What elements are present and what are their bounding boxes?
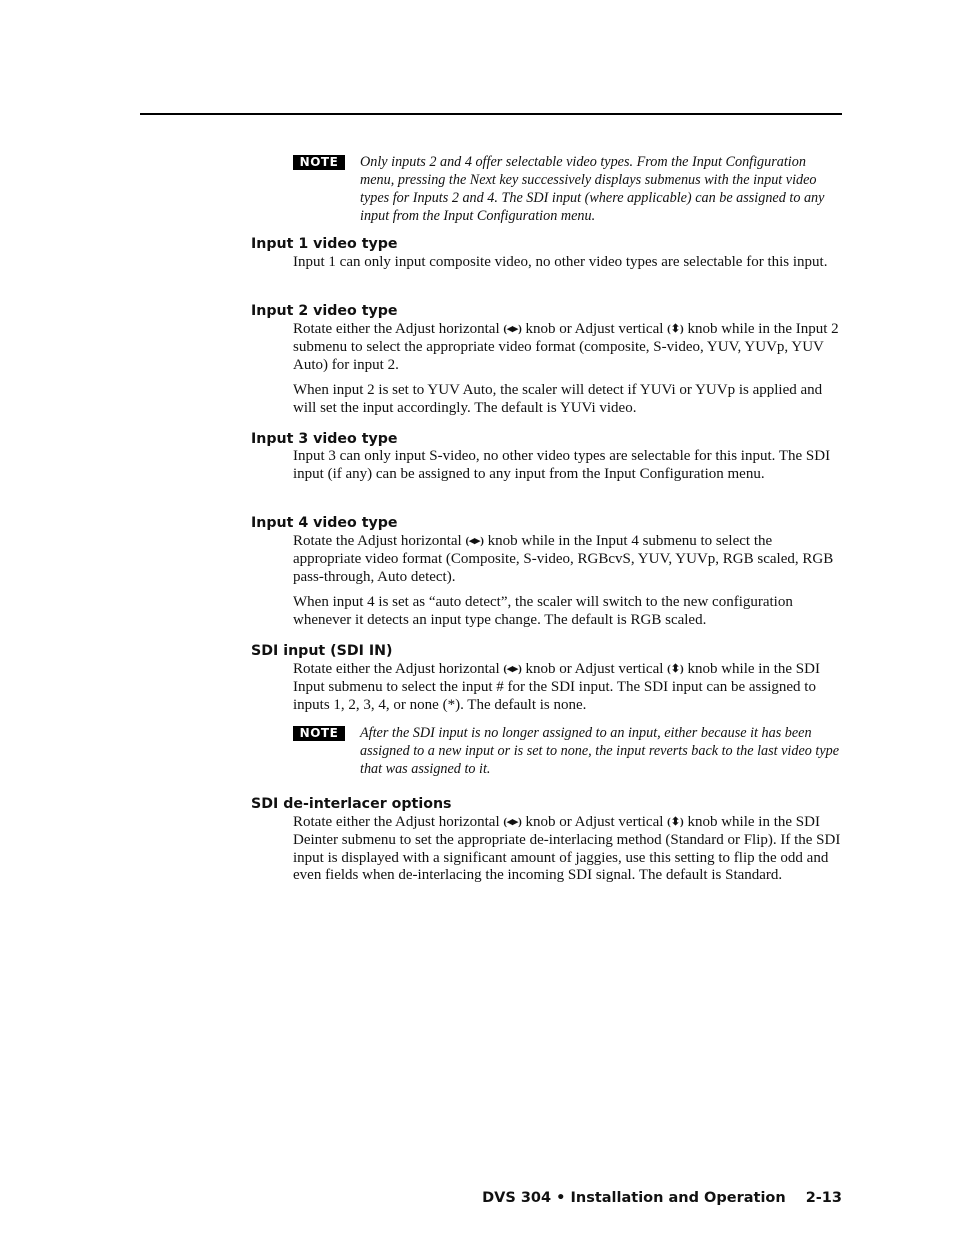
page-number: 2-13 — [805, 1190, 842, 1206]
vertical-knob-icon: (⬍) — [667, 663, 684, 675]
note-badge: NOTE — [293, 155, 345, 170]
note-text: Only inputs 2 and 4 offer selectable video types. From the Input Configuration menu, pressing the Next key successively displays submenus with the input video types for Inputs 2 and 4. The SDI input (where applicable) can be assigned to any input from the Input Configuration menu. — [360, 154, 825, 224]
paragraph: Input 1 can only input composite video, no other video types are selectable for this input. — [293, 254, 828, 270]
vertical-knob-icon: (⬍) — [667, 816, 684, 828]
note-block — [293, 153, 841, 225]
footer-title: DVS 304 • Installation and Operation — [482, 1190, 786, 1206]
paragraph: Input 3 can only input S-video, no other video types are selectable for this input. The SDI input (if any) can be assigned to any input from the Input Configuration menu. — [293, 448, 831, 482]
section-heading: Input 2 video type — [251, 303, 398, 319]
section-heading: Input 3 video type — [251, 431, 398, 447]
horizontal-knob-icon: (◂▸) — [503, 663, 522, 675]
section-input-1 — [251, 235, 843, 280]
note-block — [293, 724, 841, 778]
vertical-knob-icon: (⬍) — [667, 323, 684, 335]
paragraph: Rotate either the Adjust horizontal (◂▸) knob or Adjust vertical (⬍) knob while in the SDI Input submenu to select the input # for the SDI input. The SDI input can be assigned to inputs 1, 2, 3, 4, or none (*). The default is none. — [293, 661, 820, 713]
section-heading: Input 1 video type — [251, 236, 398, 252]
section-heading: Input 4 video type — [251, 515, 398, 531]
note-text: After the SDI input is no longer assigned to an input, either because it has been assigned to a new input or is set to none, the input reverts back to the last video type that was assigned to it. — [360, 725, 840, 777]
horizontal-knob-icon: (◂▸) — [503, 816, 522, 828]
paragraph: Rotate either the Adjust horizontal (◂▸) knob or Adjust vertical (⬍) knob while in the Input 2 submenu to select the appropriate video format (composite, S-video, YUV, YUVp, YUV Auto) for input 2. — [293, 321, 839, 373]
section-heading: SDI de-interlacer options — [251, 796, 452, 812]
section-heading: SDI input (SDI IN) — [251, 643, 393, 659]
note-badge: NOTE — [293, 726, 345, 741]
header-rule — [140, 113, 842, 115]
section-sdi-deinterlacer — [251, 795, 843, 893]
paragraph: When input 2 is set to YUV Auto, the scaler will detect if YUVi or YUVp is applied and will set the input accordingly. The default is YUVi video. — [293, 382, 823, 417]
section-sdi-input — [251, 642, 843, 722]
paragraph: Rotate either the Adjust horizontal (◂▸) knob or Adjust vertical (⬍) knob while in the SDI Deinter submenu to set the appropriate de-interlacing method (Standard or Flip). If the SDI input is displayed with a significant amount of jaggies, use this setting to flip the odd and even fields when de-interlacing the incoming SDI signal. The default is Standard. — [293, 814, 841, 884]
paragraph: When input 4 is set as “auto detect”, the scaler will switch to the new configuration whenever it detects an input type change. The default is RGB scaled. — [293, 594, 793, 629]
section-input-2 — [251, 302, 843, 426]
horizontal-knob-icon: (◂▸) — [503, 323, 522, 335]
horizontal-knob-icon: (◂▸) — [465, 535, 484, 547]
section-input-4 — [251, 514, 843, 638]
page-footer — [482, 1190, 842, 1206]
paragraph: Rotate the Adjust horizontal (◂▸) knob while in the Input 4 submenu to select the appropriate video format (Composite, S-video, RGBcvS, YUV, YUVp, RGB scaled, RGB pass-through, Auto detect). — [293, 533, 834, 585]
section-input-3 — [251, 430, 843, 492]
